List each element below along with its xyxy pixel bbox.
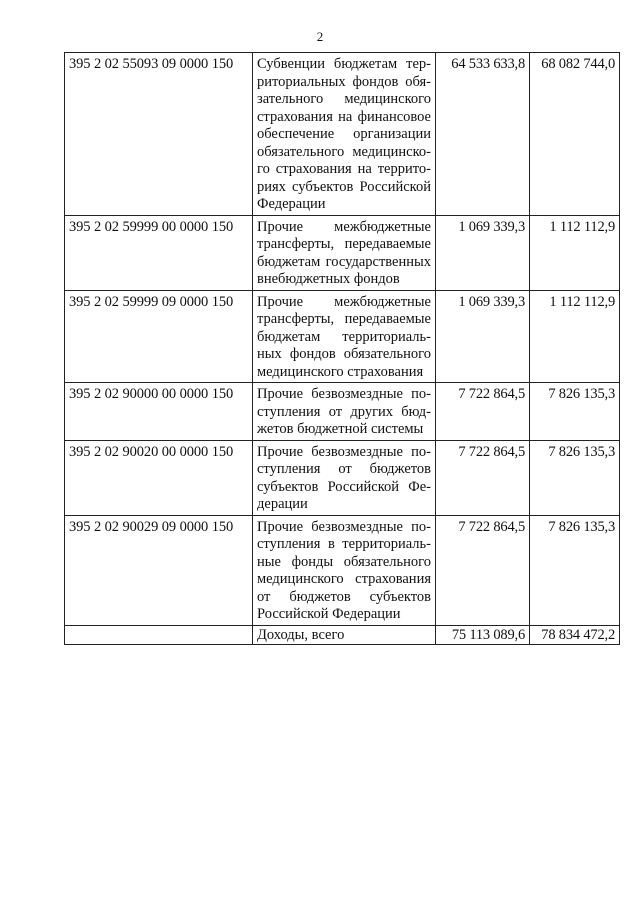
total-value-1-cell: 75 113 089,6 [436, 625, 530, 645]
revenue-name-cell: Прочие межбюджетные трансферты, передаваемые бюджетам государственных внебюджетных фондов [253, 215, 436, 290]
revenue-name-cell: Субвенции бюджетам территориальных фондов обязательного медицинского страхования на финансовое обеспечение организации обязательного медицинского страхования на территориях субъектов Российской Федерации [253, 53, 436, 216]
table-row [65, 53, 620, 216]
value-1-cell: 1 069 339,3 [436, 290, 530, 383]
value-2-cell: 1 112 112,9 [530, 290, 620, 383]
total-label-cell: Доходы, всего [253, 625, 436, 645]
revenue-name-cell: Прочие межбюджетные трансферты, передаваемые бюджетам территориальных фондов обязательного медицинского страхования [253, 290, 436, 383]
value-1-cell: 1 069 339,3 [436, 215, 530, 290]
total-row [65, 625, 620, 645]
value-1-cell: 64 533 633,8 [436, 53, 530, 216]
value-2-cell: 1 112 112,9 [530, 215, 620, 290]
revenue-name-cell: Прочие безвозмездные поступления в территориальные фонды обязательного медицинского страхования от бюджетов субъектов Российской Федерации [253, 515, 436, 625]
table-row [65, 383, 620, 441]
value-2-cell: 68 082 744,0 [530, 53, 620, 216]
value-1-cell: 7 722 864,5 [436, 515, 530, 625]
budget-code-cell: 395 2 02 90000 00 0000 150 [65, 383, 253, 441]
budget-code-cell: 395 2 02 59999 00 0000 150 [65, 215, 253, 290]
table-row [65, 215, 620, 290]
table-row [65, 440, 620, 515]
total-code-cell [65, 625, 253, 645]
value-2-cell: 7 826 135,3 [530, 383, 620, 441]
table-row [65, 515, 620, 625]
table-row [65, 290, 620, 383]
budget-code-cell: 395 2 02 59999 09 0000 150 [65, 290, 253, 383]
total-value-2-cell: 78 834 472,2 [530, 625, 620, 645]
budget-code-cell: 395 2 02 90020 00 0000 150 [65, 440, 253, 515]
budget-code-cell: 395 2 02 55093 09 0000 150 [65, 53, 253, 216]
value-1-cell: 7 722 864,5 [436, 440, 530, 515]
revenue-name-cell: Прочие безвозмездные поступления от других бюджетов бюджетной системы [253, 383, 436, 441]
value-2-cell: 7 826 135,3 [530, 515, 620, 625]
value-2-cell: 7 826 135,3 [530, 440, 620, 515]
value-1-cell: 7 722 864,5 [436, 383, 530, 441]
revenue-name-cell: Прочие безвозмездные поступления от бюджетов субъектов Российской Федерации [253, 440, 436, 515]
revenue-table [64, 52, 620, 645]
budget-code-cell: 395 2 02 90029 09 0000 150 [65, 515, 253, 625]
page-number: 2 [316, 29, 324, 44]
